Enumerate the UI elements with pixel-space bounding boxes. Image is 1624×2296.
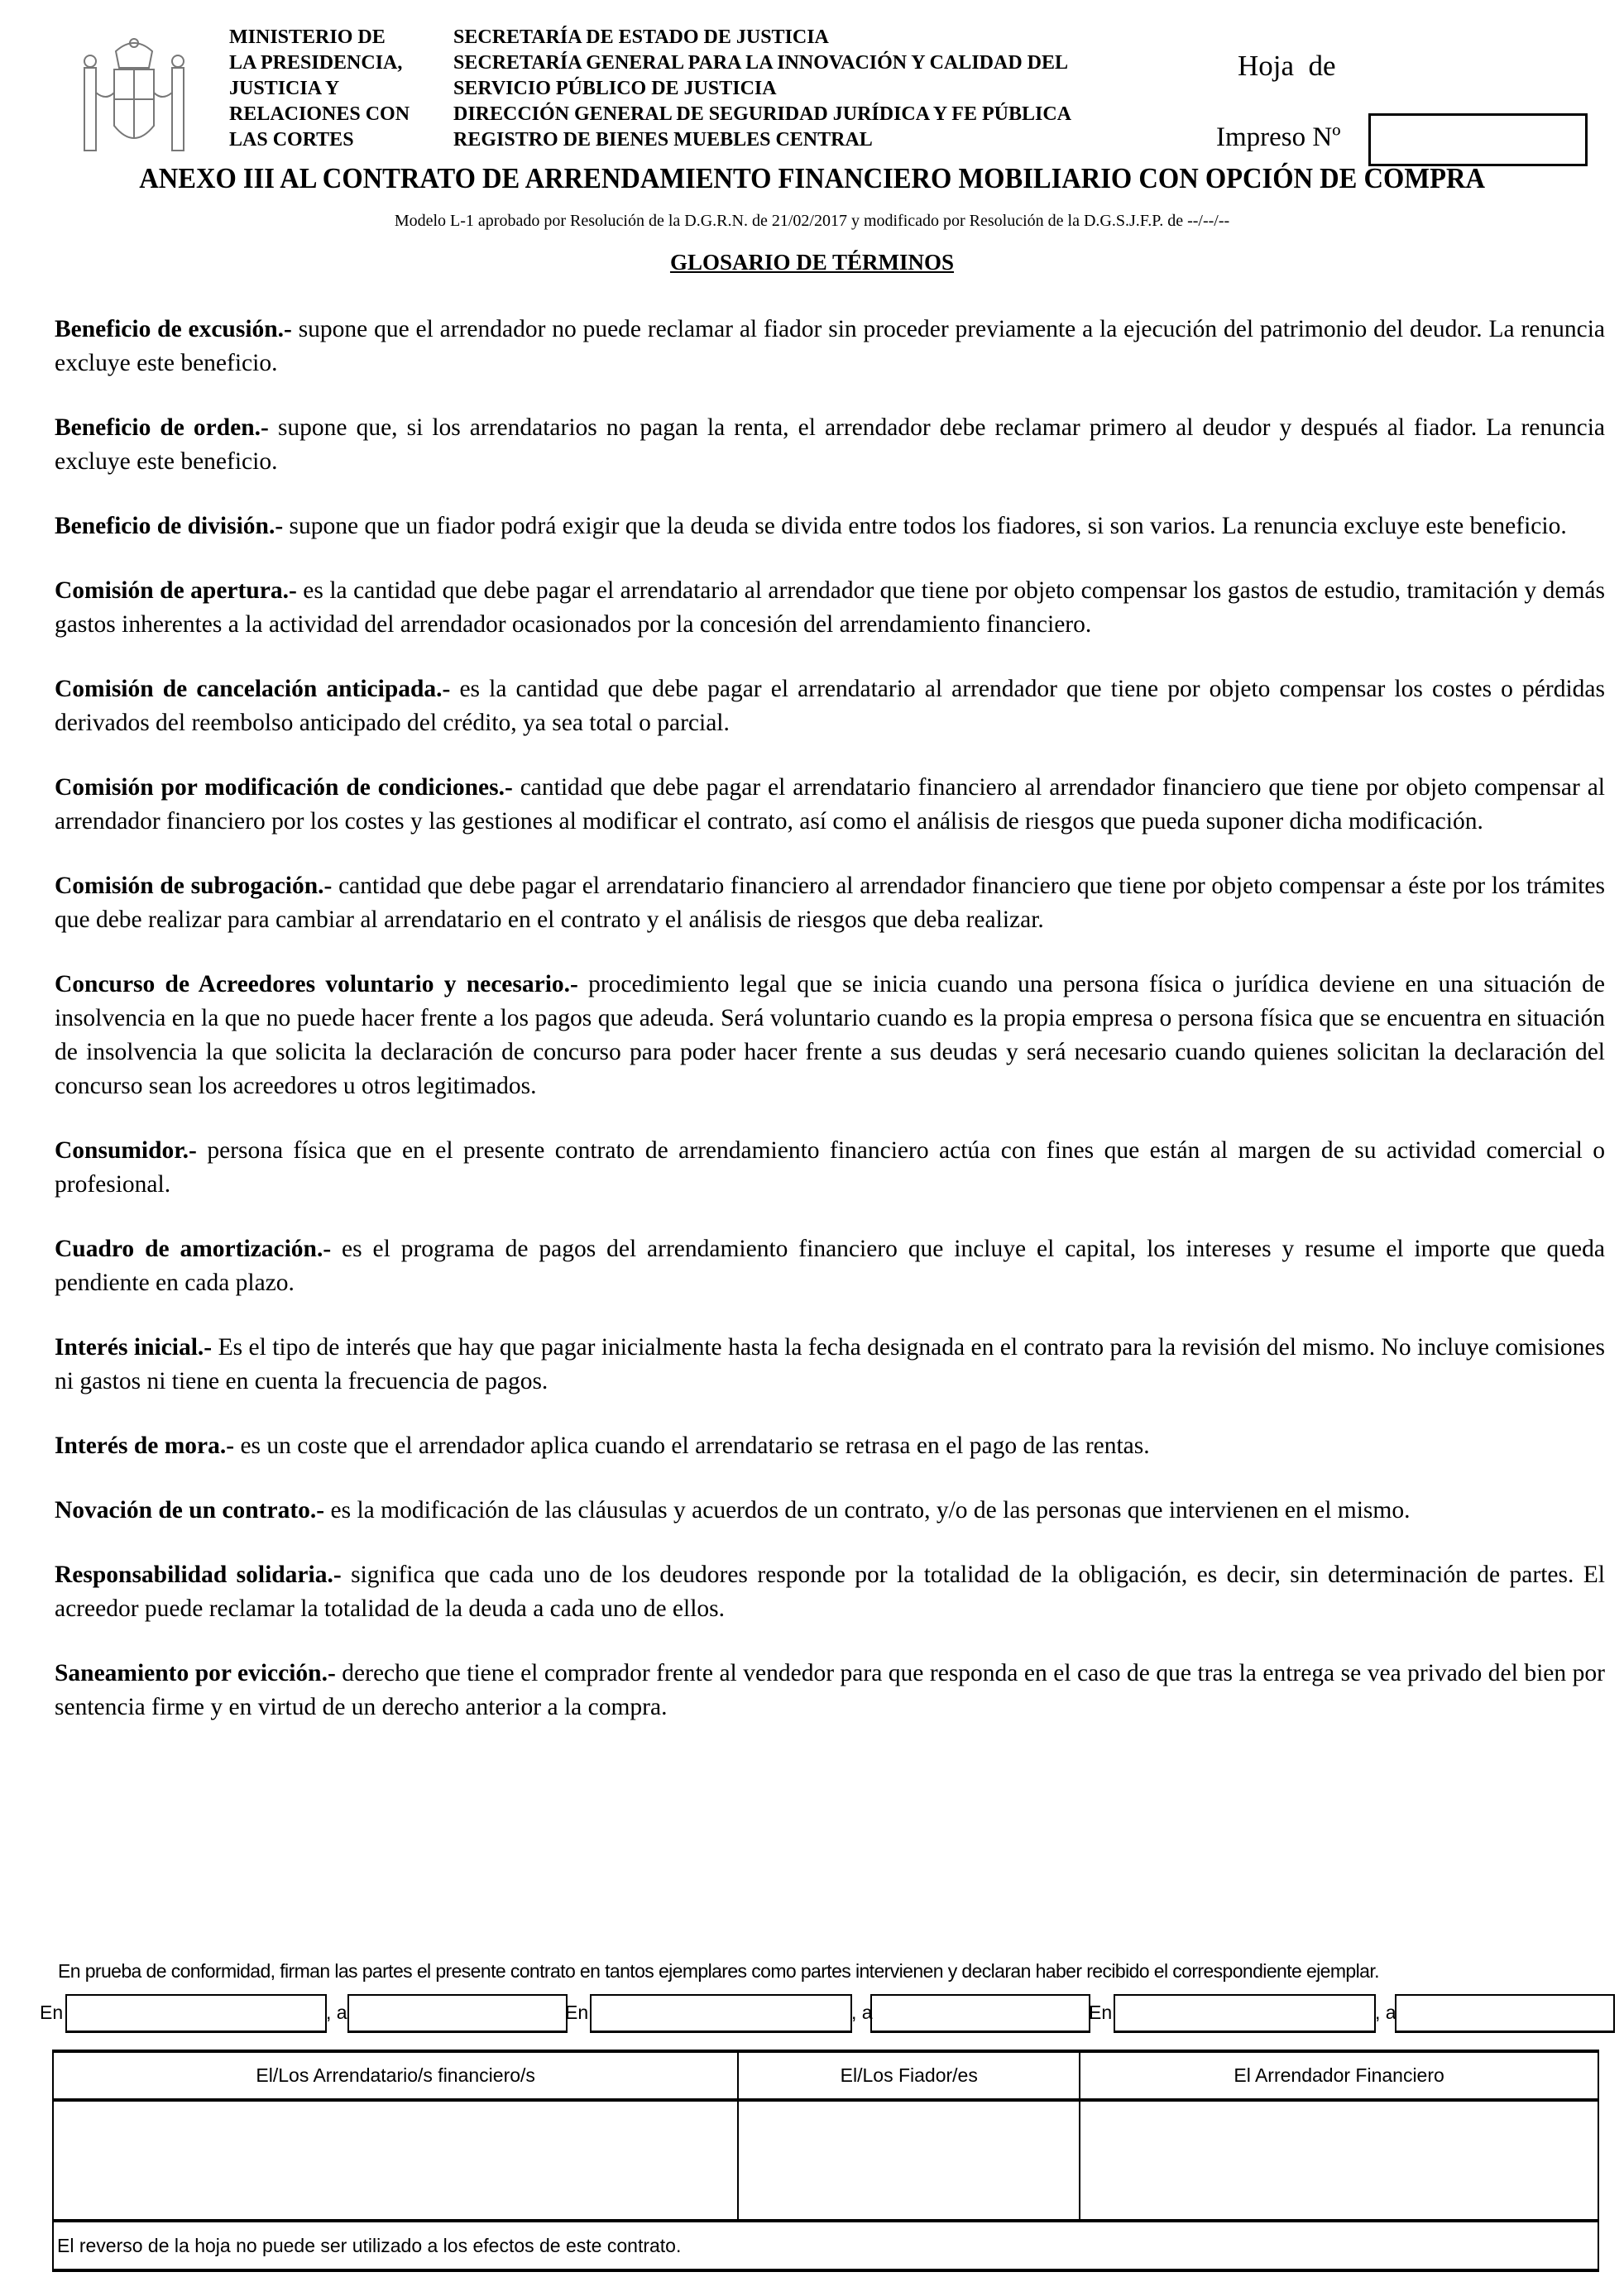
glossary-term: Consumidor.- [55, 1137, 197, 1164]
glossary-heading: GLOSARIO DE TÉRMINOS [669, 250, 955, 275]
secretariat-line: SERVICIO PÚBLICO DE JUSTICIA [453, 78, 777, 99]
date-field-2[interactable] [870, 1994, 1090, 2033]
glossary-term: Beneficio de orden.- [55, 414, 269, 441]
glossary-term: Comisión de apertura.- [55, 577, 297, 604]
place-field-2[interactable] [590, 1994, 852, 2033]
glossary-definition: es la modificación de las cláusulas y acuerdos de un contrato, y/o de las personas que intervienen en el mismo. [324, 1497, 1411, 1523]
date-label: , a [326, 2002, 347, 2023]
signature-table [52, 2050, 1599, 2272]
glossary-term: Novación de un contrato.- [55, 1497, 325, 1523]
ministry-line: LA PRESIDENCIA, [229, 52, 403, 74]
date-label: , a [851, 2002, 873, 2023]
place-field-3[interactable] [1114, 1994, 1376, 2033]
glossary-term: Responsabilidad solidaria.- [55, 1562, 342, 1588]
ministry-line: LAS CORTES [229, 129, 354, 151]
date-label: , a [1375, 2002, 1396, 2023]
date-field-1[interactable] [347, 1994, 568, 2033]
glossary-term: Concurso de Acreedores voluntario y necesario.- [55, 971, 578, 997]
lessee-column-header: El/Los Arrendatario/s financiero/s [53, 2051, 738, 2100]
glossary-entry [55, 1331, 1605, 1399]
ministry-name [229, 25, 410, 153]
place-label: En [40, 2002, 64, 2023]
lessee-signature-area[interactable] [53, 2100, 738, 2221]
glossary-term: Comisión de subrogación.- [55, 873, 333, 899]
glossary-term: Interés de mora.- [55, 1433, 235, 1459]
glossary-term: Beneficio de excusión.- [55, 316, 292, 342]
secretariat-line: SECRETARÍA DE ESTADO DE JUSTICIA [453, 26, 829, 48]
glossary-definition: supone que un fiador podrá exigir que la deuda se divida entre todos los fiadores, si son varios. La renuncia excluye este beneficio. [283, 513, 1567, 539]
place-field-1[interactable] [65, 1994, 327, 2033]
glossary-term: Saneamiento por evicción.- [55, 1660, 336, 1686]
coat-of-arms-logo [73, 35, 195, 159]
glossary-definition: es la cantidad que debe pagar el arrendatario al arrendador que tiene por objeto compensar los gastos de estudio, tramitación y demás gastos inherentes a la actividad del arrendador ocasionados por la concesión del arrendamiento financiero. [55, 577, 1605, 638]
place-label: En [565, 2002, 589, 2023]
form-number-field[interactable] [1368, 113, 1588, 166]
glossary-entry [55, 1657, 1605, 1724]
glossary-entry [55, 1558, 1605, 1626]
glossary-definition: supone que el arrendador no puede reclamar al fiador sin proceder previamente a la ejecución del patrimonio del deudor. La renuncia excluye este beneficio. [55, 316, 1605, 376]
guarantor-column-header: El/Los Fiador/es [738, 2051, 1080, 2100]
glossary-term: Beneficio de división.- [55, 513, 284, 539]
model-approval-note: Modelo L-1 aprobado por Resolución de la D.G.R.N. de 21/02/2017 y modificado por Resolución de la D.G.S.J.F.P. de --/--/-- [394, 212, 1230, 230]
place-label: En [1089, 2002, 1113, 2023]
glossary-definition: es el programa de pagos del arrendamiento financiero que incluye el capital, los intereses y resume el importe que queda pendiente en cada plazo. [55, 1236, 1605, 1296]
glossary-definition: cantidad que debe pagar el arrendatario financiero al arrendador financiero que tiene por objeto compensar al arrendador financiero por los costes y las gestiones al modificar el contrato, así como el análisis de riesgos que pueda suponer dicha modificación. [55, 774, 1605, 835]
sheet-label: Hoja de [1238, 50, 1336, 82]
guarantor-signature-area[interactable] [738, 2100, 1080, 2221]
glossary-term: Comisión por modificación de condiciones.- [55, 774, 513, 801]
secretariat-line: SECRETARÍA GENERAL PARA LA INNOVACIÓN Y CALIDAD DEL [453, 52, 1069, 74]
glossary-entry [55, 869, 1605, 937]
glossary-definition: Es el tipo de interés que hay que pagar inicialmente hasta la fecha designada en el contrato para la revisión del mismo. No incluye comisiones ni gastos ni tiene en cuenta la frecuencia de pagos. [55, 1334, 1605, 1394]
glossary-entry [55, 1134, 1605, 1202]
lessor-signature-area[interactable] [1080, 2100, 1598, 2221]
glossary-definition: es la cantidad que debe pagar el arrendatario al arrendador que tiene por objeto compensar los costes o pérdidas derivados del reembolso anticipado del crédito, ya sea total o parcial. [55, 676, 1605, 736]
reverse-side-note: El reverso de la hoja no puede ser utilizado a los efectos de este contrato. [53, 2221, 1598, 2270]
glossary-entry [55, 1232, 1605, 1300]
document-title-text: ANEXO III AL CONTRATO DE ARRENDAMIENTO FINANCIERO MOBILIARIO CON OPCIÓN DE COMPRA [139, 162, 1485, 194]
glossary-entry [55, 411, 1605, 479]
ministry-line: JUSTICIA Y [229, 78, 340, 99]
secretariat-line: REGISTRO DE BIENES MUEBLES CENTRAL [453, 129, 873, 151]
glossary-entry [55, 1429, 1605, 1463]
glossary-definition: persona física que en el presente contrato de arrendamiento financiero actúa con fines que están al margen de su actividad comercial o profesional. [55, 1137, 1605, 1198]
glossary-definition: procedimiento legal que se inicia cuando una persona física o jurídica deviene en una situación de insolvencia en la que no puede hacer frente a los pagos que adeuda. Será voluntario cuando es la propia empresa o persona física que se encuentra en situación de insolvencia la que solicita la declaración de concurso para poder hacer frente a sus deudas y será necesario cuando quienes solicitan la declaración del concurso sean los acreedores u otros legitimados. [55, 971, 1605, 1099]
secretariat-line: DIRECCIÓN GENERAL DE SEGURIDAD JURÍDICA Y FE PÚBLICA [453, 103, 1071, 125]
glossary-list [55, 313, 1605, 1755]
glossary-definition: es un coste que el arrendador aplica cuando el arrendatario se retrasa en el pago de las rentas. [234, 1433, 1150, 1459]
glossary-entry [55, 672, 1605, 740]
form-number-label: Impreso Nº [1216, 122, 1341, 152]
glossary-entry [55, 313, 1605, 380]
document-title [0, 162, 1624, 195]
glossary-entry [55, 968, 1605, 1103]
date-field-3[interactable] [1395, 1994, 1615, 2033]
glossary-entry [55, 771, 1605, 839]
glossary-term: Comisión de cancelación anticipada.- [55, 676, 451, 702]
glossary-definition: supone que, si los arrendatarios no pagan la renta, el arrendador debe reclamar primero al deudor y después al fiador. La renuncia excluye este beneficio. [55, 414, 1606, 475]
secretariat-names [453, 25, 1071, 153]
glossary-entry [55, 509, 1605, 543]
glossary-term: Cuadro de amortización.- [55, 1236, 332, 1262]
lessor-column-header: El Arrendador Financiero [1080, 2051, 1598, 2100]
conformity-statement: En prueba de conformidad, firman las partes el presente contrato en tantos ejemplares como partes intervienen y declaran haber recibido el correspondiente ejemplar. [58, 1960, 1379, 1982]
glossary-term: Interés inicial.- [55, 1334, 213, 1361]
glossary-entry [55, 1494, 1605, 1528]
glossary-definition: cantidad que debe pagar el arrendatario financiero al arrendador financiero que tiene por objeto compensar a éste por los trámites que debe realizar para cambiar al arrendatario en el contrato y el análisis de riesgos que deba realizar. [55, 873, 1606, 933]
glossary-definition: derecho que tiene el comprador frente al vendedor para que responda en el caso de que tras la entrega se vea privado del bien por sentencia firme y en virtud de un derecho anterior a la compra. [55, 1660, 1605, 1720]
glossary-definition: significa que cada uno de los deudores responde por la totalidad de la obligación, es decir, sin determinación de partes. El acreedor puede reclamar la totalidad de la deuda a cada uno de ellos. [55, 1562, 1606, 1622]
ministry-line: RELACIONES CON [229, 103, 410, 125]
glossary-entry [55, 574, 1605, 642]
ministry-line: MINISTERIO DE [229, 26, 386, 48]
